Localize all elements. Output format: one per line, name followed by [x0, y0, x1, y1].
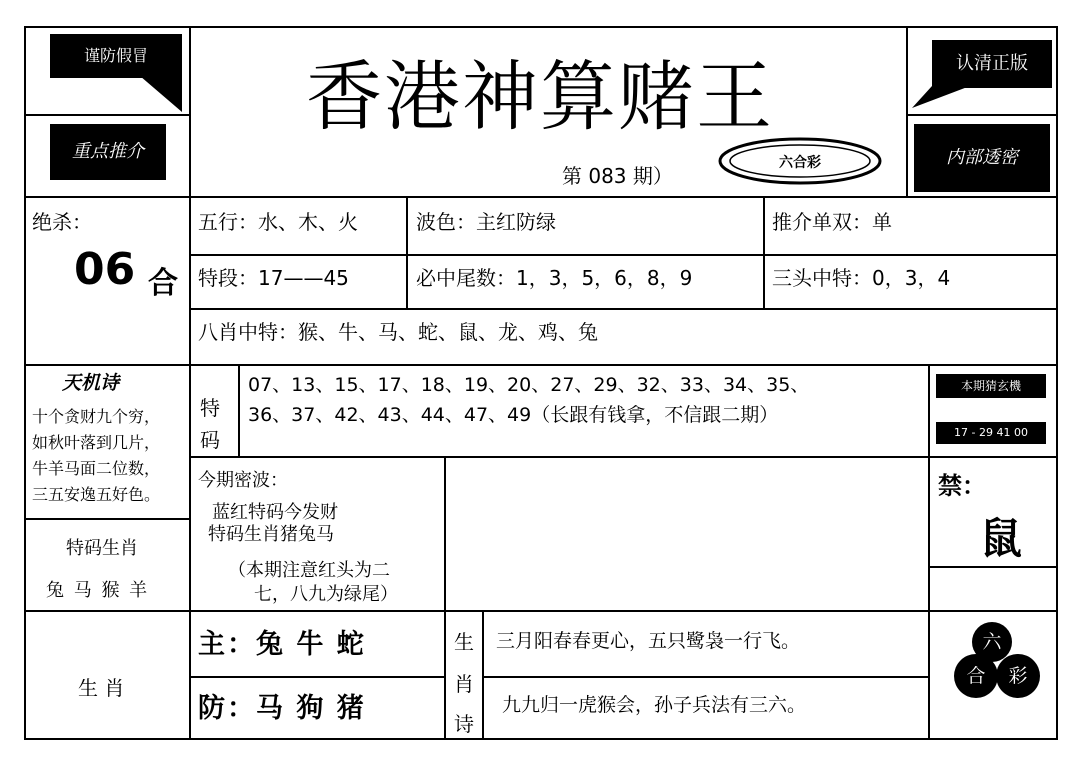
zodiac-split — [189, 676, 445, 678]
wave-color: 波色：主红防绿 — [416, 210, 556, 234]
eight-zodiac: 八肖中特：猴、牛、马、蛇、鼠、龙、鸡、兔 — [198, 320, 598, 344]
badge-beware-fake: 谨防假冒 — [50, 34, 182, 78]
badge-recognize-genuine: 认清正版 — [932, 40, 1052, 88]
poem-label-2: 肖 — [454, 672, 474, 696]
mibo-divider — [444, 456, 446, 610]
tianji-divider — [189, 364, 191, 740]
page-title: 香港神算赌王 — [306, 52, 774, 141]
xuanji-code: 17 - 29 41 00 — [936, 422, 1046, 444]
tema-label-top: 特 — [200, 396, 220, 420]
kill-column-divider — [189, 196, 191, 364]
poem-line-2: 九九归一虎猴会，孙子兵法有三六。 — [502, 694, 807, 716]
badge-key-recommend: 重点推介 — [50, 124, 166, 180]
poem-split — [482, 676, 928, 678]
tail-numbers: 必中尾数：1，3，5，6，8，9 — [416, 266, 693, 290]
header-left-split — [24, 114, 190, 116]
header-divider-left — [189, 26, 191, 196]
tianji-line-1: 十个贪财九个穷， — [32, 407, 161, 426]
row1-bottom — [189, 254, 1058, 256]
tianji-line-4: 三五安逸五好色。 — [32, 485, 161, 504]
odd-even: 推介单双：单 — [772, 210, 892, 234]
special-zodiac-title: 特码生肖 — [66, 538, 138, 559]
speech-tail-left — [140, 76, 184, 114]
five-elements: 五行：水、木、火 — [198, 210, 358, 234]
header-right-split — [906, 114, 1058, 116]
mibo-line-1: 蓝红特码今发财 — [212, 502, 338, 523]
issue-number: 第 083 期） — [562, 164, 673, 188]
special-range: 特段：17——45 — [198, 266, 349, 290]
tema-numbers-line-1: 07、13、15、17、18、19、20、27、29、32、33、34、35、 — [248, 374, 810, 396]
kill-label: 绝杀： — [32, 210, 92, 234]
header-divider-right — [906, 26, 908, 196]
svg-text:六合彩: 六合彩 — [779, 155, 821, 171]
forbidden-animal: 鼠 — [980, 514, 1023, 563]
tianji-title: 天机诗 — [62, 372, 120, 394]
zodiac-label: 生 肖 — [78, 676, 125, 700]
mibo-title: 今期密波： — [198, 470, 288, 491]
mibo-note-2: 七，八九为绿尾） — [254, 584, 398, 605]
forbidden-label: 禁： — [938, 472, 986, 500]
speech-tail-right — [912, 86, 972, 110]
zodiac-guard: 防：马 狗 猪 — [198, 693, 366, 724]
mid-bottom — [24, 610, 1058, 612]
poem-label-left — [444, 610, 446, 740]
poem-label-right — [482, 610, 484, 740]
liuhecai-circle-top: 六 — [972, 622, 1012, 662]
tianji-line-3: 牛羊马面二位数， — [32, 459, 161, 478]
poem-line-1: 三月阳春春更心，五只鹭袅一行飞。 — [496, 630, 801, 652]
jin-split — [928, 566, 1058, 568]
poem-label-1: 生 — [454, 630, 474, 654]
tema-label-divider — [238, 364, 240, 456]
mibo-note-1: （本期注意红头为二 — [228, 560, 390, 581]
tianji-bottom — [24, 518, 190, 520]
liuhecai-circle-right: 彩 — [996, 654, 1040, 698]
kill-number: 06 — [74, 244, 136, 295]
mibo-line-2: 特码生肖猪兔马 — [208, 524, 334, 545]
seal-stamp-icon — [718, 136, 884, 186]
badge-inside-secret: 内部透密 — [914, 124, 1050, 192]
liuhecai-circle-left: 合 — [954, 654, 998, 698]
xuanji-title: 本期猜玄機 — [936, 374, 1046, 398]
xuanji-divider — [928, 364, 930, 740]
row1-divider-a — [406, 196, 408, 308]
tema-numbers-line-2: 36、37、42、43、44、47、49（长跟有钱拿，不信跟二期） — [248, 404, 779, 426]
row3-bottom — [24, 364, 1058, 366]
row1-divider-b — [763, 196, 765, 308]
kill-unit: 合 — [148, 266, 178, 301]
row2-bottom — [189, 308, 1058, 310]
poem-label-3: 诗 — [454, 712, 474, 736]
tianji-line-2: 如秋叶落到几片， — [32, 433, 161, 452]
liuhecai-logo — [940, 616, 1050, 712]
header-bottom-line — [24, 196, 1058, 198]
tema-bottom — [189, 456, 1058, 458]
zodiac-main: 主：兔 牛 蛇 — [198, 629, 366, 660]
tema-label-bottom: 码 — [200, 428, 220, 452]
three-heads: 三头中特：0，3，4 — [772, 266, 951, 290]
special-zodiac-animals: 兔 马 猴 羊 — [46, 580, 150, 601]
